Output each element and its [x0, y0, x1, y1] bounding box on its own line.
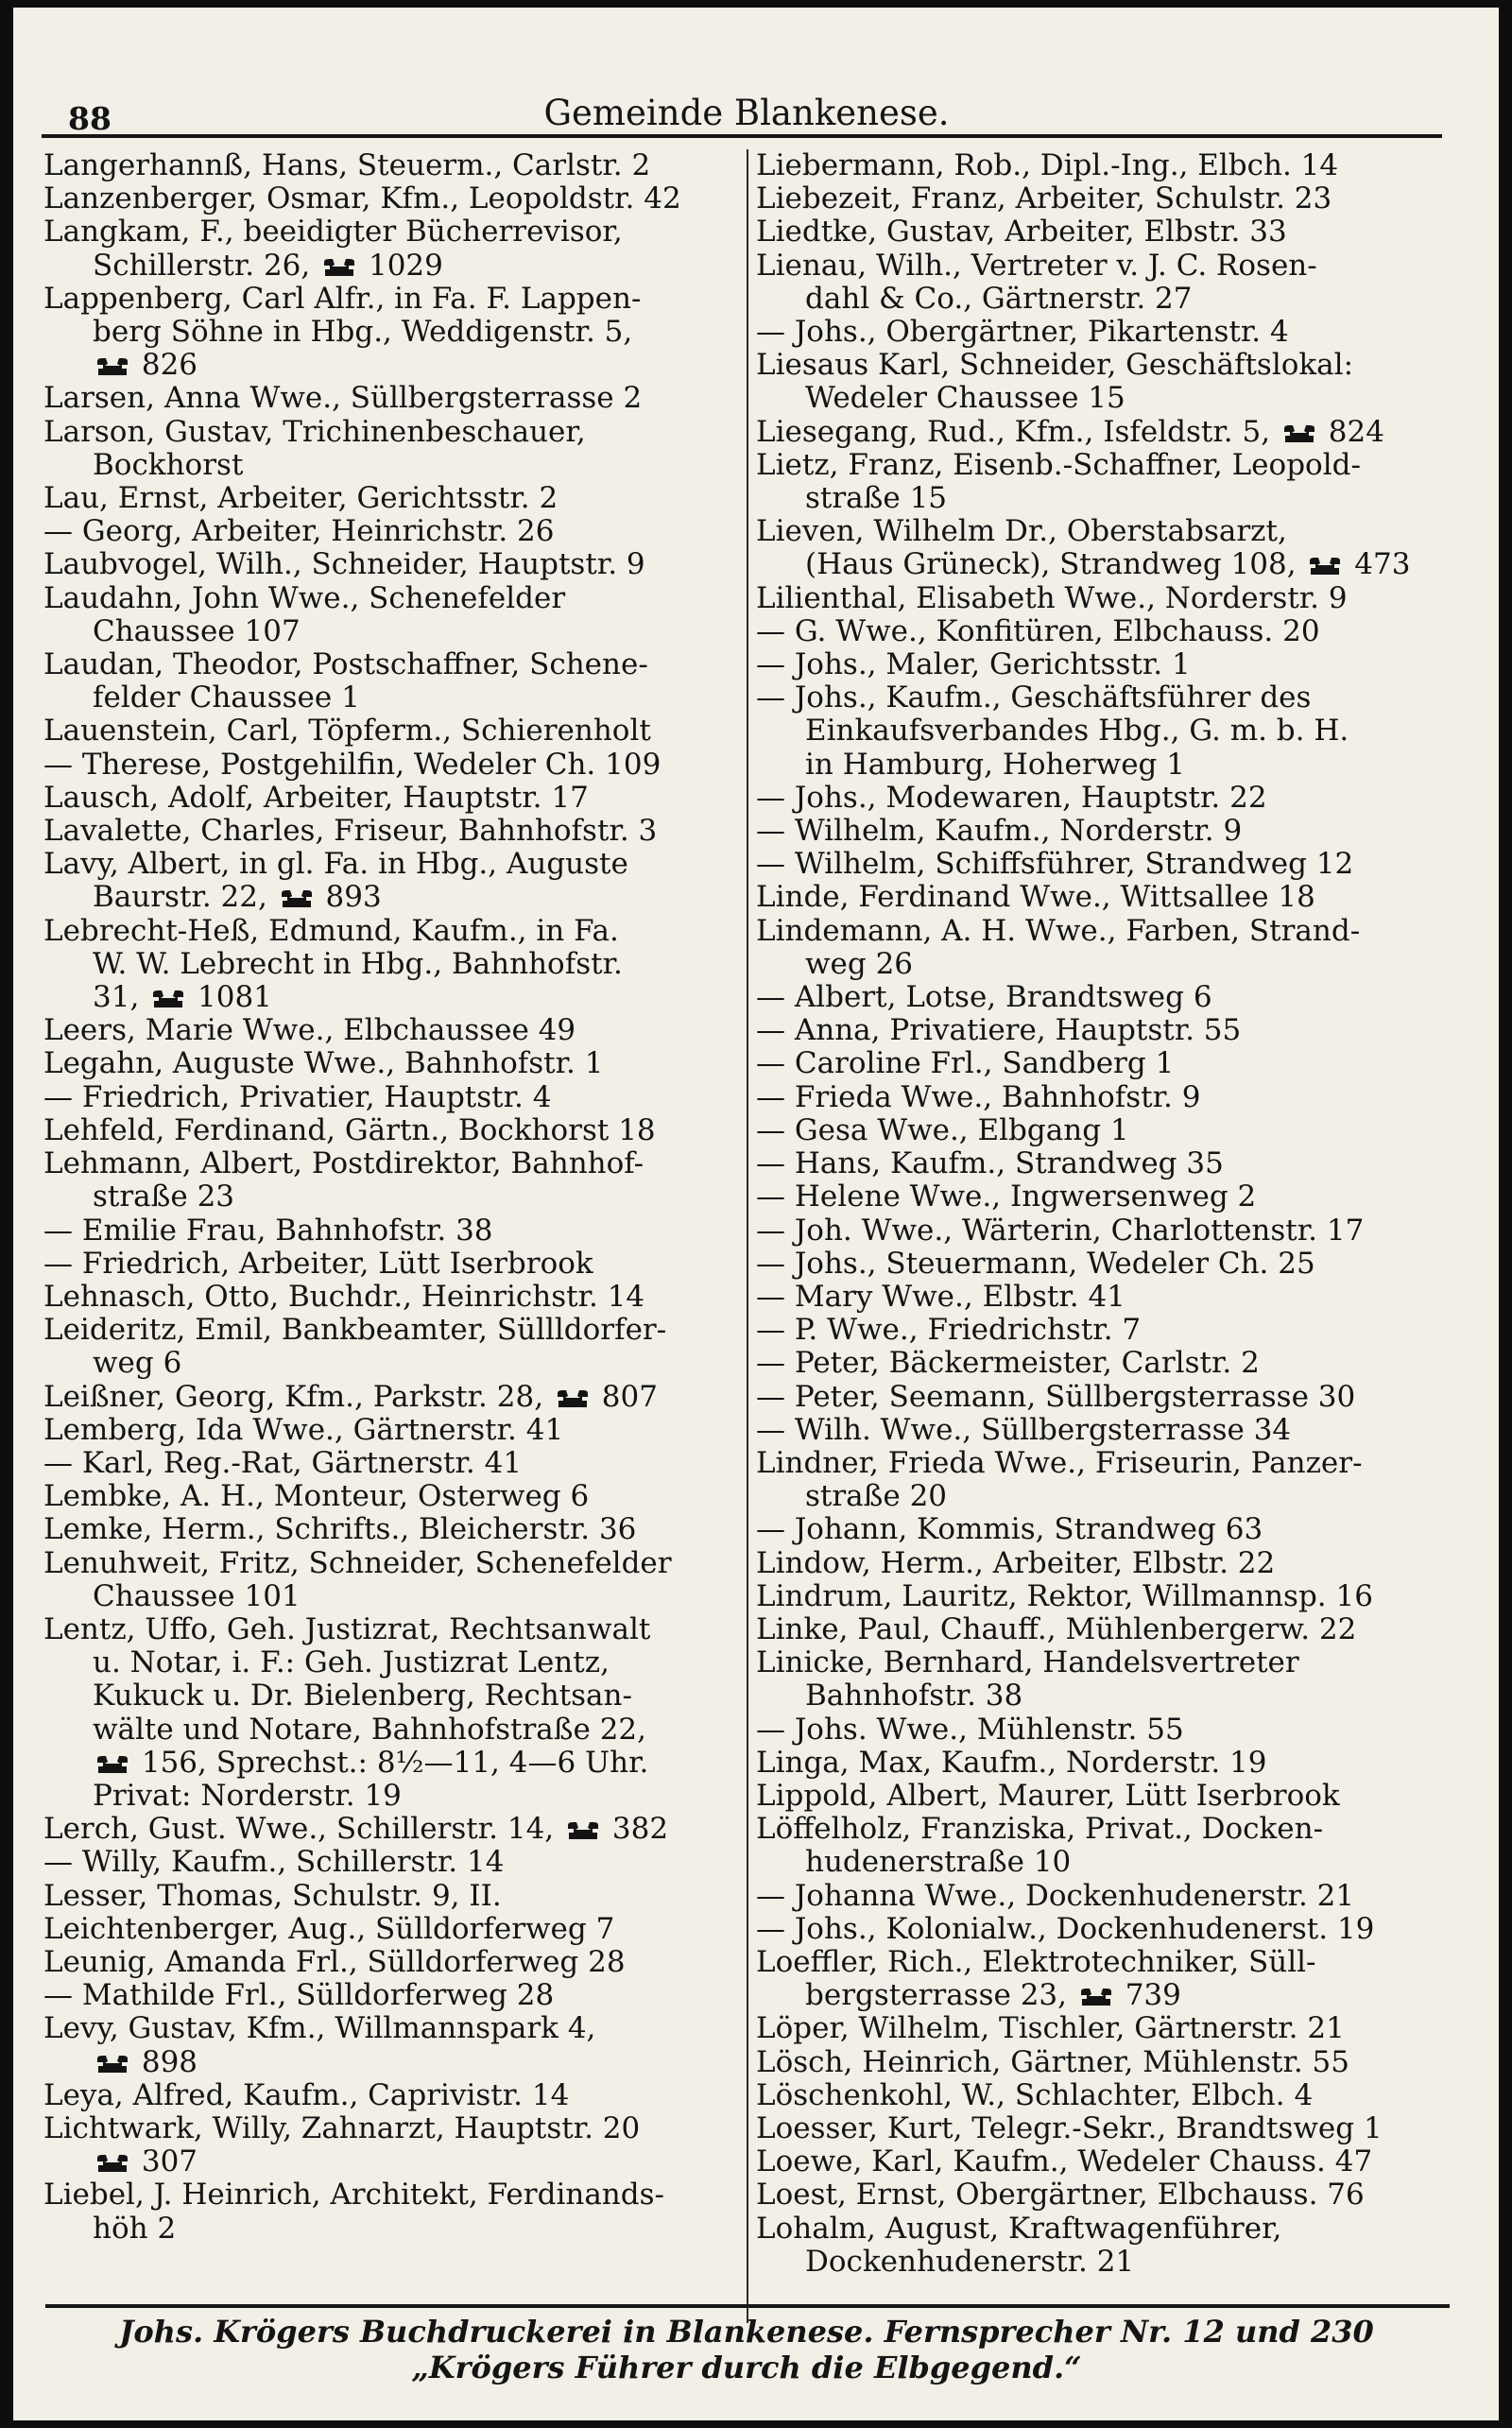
directory-entry: — Karl, Reg.-Rat, Gärtnerstr. 41: [43, 1445, 523, 1480]
directory-entry: Linde, Ferdinand Wwe., Wittsallee 18: [756, 880, 1315, 915]
directory-entry: — Johs., Obergärtner, Pikartenstr. 4: [756, 315, 1289, 350]
directory-entry: Lesser, Thomas, Schulstr. 9, II.: [43, 1878, 502, 1913]
directory-entry: Leunig, Amanda Frl., Sülldorferweg 28: [43, 1944, 626, 1979]
directory-entry: Lieven, Wilhelm Dr., Oberstabsarzt,: [756, 514, 1287, 549]
directory-entry: Lembke, A. H., Monteur, Osterweg 6: [43, 1479, 590, 1514]
directory-entry-continuation: hudenerstraße 10: [805, 1845, 1072, 1880]
directory-entry: — Joh. Wwe., Wärterin, Charlottenstr. 17: [756, 1213, 1365, 1248]
directory-entry: — Johs. Wwe., Mühlenstr. 55: [756, 1712, 1184, 1747]
directory-entry: Lehfeld, Ferdinand, Gärtn., Bockhorst 18: [43, 1112, 656, 1147]
directory-entry: Lindemann, A. H. Wwe., Farben, Strand-: [756, 913, 1361, 948]
directory-entry: Leichtenberger, Aug., Sülldorferweg 7: [43, 1911, 615, 1946]
directory-entry: — Johanna Wwe., Dockenhudenerstr. 21: [756, 1878, 1355, 1913]
directory-entry: — Johann, Kommis, Strandweg 63: [756, 1512, 1263, 1547]
directory-entry: Linke, Paul, Chauff., Mühlenbergerw. 22: [756, 1611, 1357, 1646]
directory-entry: Langerhannß, Hans, Steuerm., Carlstr. 2: [43, 148, 651, 182]
directory-entry: Legahn, Auguste Wwe., Bahnhofstr. 1: [43, 1046, 604, 1081]
directory-entry: Lilienthal, Elisabeth Wwe., Norderstr. 9: [756, 580, 1348, 615]
directory-entry: — Johs., Modewaren, Hauptstr. 22: [756, 780, 1267, 815]
directory-entry: Löschenkohl, W., Schlachter, Elbch. 4: [756, 2077, 1314, 2112]
directory-entry: — P. Wwe., Friedrichstr. 7: [756, 1313, 1142, 1348]
directory-entry: Langkam, F., beeidigter Bücherrevisor,: [43, 215, 623, 250]
directory-entry-continuation: Schillerstr. 26, 1029: [93, 248, 443, 283]
telephone-handset-icon: [152, 990, 184, 1008]
telephone-handset-icon: [1309, 557, 1341, 576]
directory-entry: — Anna, Privatiere, Hauptstr. 55: [756, 1013, 1242, 1048]
directory-entry: Leya, Alfred, Kaufm., Caprivistr. 14: [43, 2077, 570, 2112]
directory-entry: Larson, Gustav, Trichinenbeschauer,: [43, 414, 586, 449]
directory-entry: — Willy, Kaufm., Schillerstr. 14: [43, 1845, 505, 1880]
directory-entry: Laudahn, John Wwe., Schenefelder: [43, 580, 566, 615]
directory-entry: Loewe, Karl, Kaufm., Wedeler Chauss. 47: [756, 2144, 1373, 2179]
directory-entry: — Therese, Postgehilfin, Wedeler Ch. 109: [43, 747, 662, 782]
directory-entry-continuation: weg 6: [93, 1346, 182, 1381]
directory-entry: — G. Wwe., Konfitüren, Elbchauss. 20: [756, 613, 1320, 648]
footer-rule: [45, 2304, 1450, 2308]
directory-entry: Liebel, J. Heinrich, Architekt, Ferdinands-: [43, 2178, 664, 2213]
directory-entry: Leideritz, Emil, Bankbeamter, Süllldorfer-: [43, 1313, 667, 1348]
directory-entry: Lanzenberger, Osmar, Kfm., Leopoldstr. 42: [43, 181, 681, 216]
header-rule: [42, 134, 1442, 138]
directory-entry: Laudan, Theodor, Postschaffner, Schene-: [43, 647, 648, 682]
telephone-handset-icon: [96, 2154, 129, 2173]
directory-entry: — Mary Wwe., Elbstr. 41: [756, 1279, 1125, 1314]
directory-entry: Lenuhweit, Fritz, Schneider, Schenefelder: [43, 1545, 672, 1580]
directory-entry-continuation: straße 23: [93, 1180, 235, 1214]
directory-entry-continuation: straße 15: [805, 481, 948, 516]
directory-entry: Lauenstein, Carl, Töpferm., Schierenholt: [43, 714, 651, 749]
directory-entry: — Johs., Kolonialw., Dockenhudenerst. 19: [756, 1911, 1375, 1946]
directory-entry-continuation: Privat: Norderstr. 19: [93, 1778, 402, 1813]
telephone-handset-icon: [96, 357, 129, 376]
directory-entry-continuation: in Hamburg, Hoherweg 1: [805, 747, 1185, 782]
left-column: [43, 149, 771, 2246]
directory-entry-continuation: Bockhorst: [93, 447, 244, 482]
telephone-handset-icon: [281, 889, 313, 908]
directory-entry: — Gesa Wwe., Elbgang 1: [756, 1112, 1129, 1147]
directory-entry: — Johs., Kaufm., Geschäftsführer des: [756, 680, 1312, 715]
directory-entry-continuation: Kukuck u. Dr. Bielenberg, Rechtsan-: [93, 1679, 632, 1713]
directory-page: [13, 8, 1499, 2420]
directory-entry: — Mathilde Frl., Sülldorferweg 28: [43, 1978, 555, 2013]
directory-entry-continuation: dahl & Co., Gärtnerstr. 27: [805, 281, 1193, 316]
directory-entry: Lemke, Herm., Schrifts., Bleicherstr. 36: [43, 1512, 637, 1547]
directory-entry-continuation: höh 2: [93, 2211, 177, 2246]
telephone-handset-icon: [557, 1389, 589, 1408]
directory-entry-continuation: weg 26: [805, 946, 914, 981]
directory-entry: Lavy, Albert, in gl. Fa. in Hbg., Auguste: [43, 847, 628, 882]
directory-entry-continuation: 31, 1081: [93, 980, 272, 1015]
telephone-handset-icon: [323, 258, 355, 277]
directory-entry: Lavalette, Charles, Friseur, Bahnhofstr. 3: [43, 814, 658, 849]
directory-entry: Lappenberg, Carl Alfr., in Fa. F. Lappen-: [43, 281, 642, 316]
directory-entry: — Peter, Bäckermeister, Carlstr. 2: [756, 1346, 1260, 1381]
footer-printer-line: Johs. Krögers Buchdruckerei in Blankenese. Fernsprecher Nr. 12 und 230: [119, 2314, 1374, 2350]
directory-entry: — Georg, Arbeiter, Heinrichstr. 26: [43, 514, 555, 549]
column-divider: [747, 149, 748, 2323]
directory-entry: Leers, Marie Wwe., Elbchaussee 49: [43, 1013, 576, 1048]
telephone-handset-icon: [96, 2055, 129, 2074]
telephone-handset-icon: [567, 1821, 599, 1840]
directory-entry: — Johs., Maler, Gerichtsstr. 1: [756, 647, 1191, 682]
directory-entry-continuation: Dockenhudenerstr. 21: [805, 2244, 1135, 2279]
directory-entry: — Wilhelm, Kaufm., Norderstr. 9: [756, 814, 1243, 849]
directory-entry: Lentz, Uffo, Geh. Justizrat, Rechtsanwalt: [43, 1611, 651, 1646]
directory-entry: — Emilie Frau, Bahnhofstr. 38: [43, 1213, 493, 1248]
directory-entry: Lindrum, Lauritz, Rektor, Willmannsp. 16: [756, 1578, 1373, 1613]
directory-entry: Lausch, Adolf, Arbeiter, Hauptstr. 17: [43, 780, 589, 815]
directory-entry: — Helene Wwe., Ingwersenweg 2: [756, 1180, 1257, 1214]
directory-entry-continuation: straße 20: [805, 1479, 948, 1514]
directory-entry-continuation: Baurstr. 22, 893: [93, 880, 382, 915]
directory-entry: — Hans, Kaufm., Strandweg 35: [756, 1146, 1224, 1181]
directory-entry-continuation: 826: [43, 349, 771, 382]
directory-entry: Linicke, Bernhard, Handelsvertreter: [756, 1645, 1299, 1680]
directory-entry-continuation: 156, Sprechst.: 8½—11, 4—6 Uhr.: [43, 1747, 771, 1780]
directory-entry: Löper, Wilhelm, Tischler, Gärtnerstr. 21: [756, 2011, 1345, 2046]
directory-entry: Lösch, Heinrich, Gärtner, Mühlenstr. 55: [756, 2044, 1350, 2079]
directory-entry-continuation: Bahnhofstr. 38: [805, 1679, 1023, 1713]
directory-entry: Loesser, Kurt, Telegr.-Sekr., Brandtsweg 1: [756, 2110, 1383, 2145]
directory-entry: — Wilhelm, Schiffsführer, Strandweg 12: [756, 847, 1354, 882]
directory-entry-continuation: W. W. Lebrecht in Hbg., Bahnhofstr.: [93, 946, 623, 981]
directory-entry: — Peter, Seemann, Süllbergsterrasse 30: [756, 1379, 1356, 1414]
directory-entry-continuation: bergsterrasse 23, 739: [805, 1978, 1181, 2013]
directory-entry: — Friedrich, Arbeiter, Lütt Iserbrook: [43, 1246, 593, 1281]
directory-entry: Liedtke, Gustav, Arbeiter, Elbstr. 33: [756, 215, 1287, 250]
directory-entry: Lehnasch, Otto, Buchdr., Heinrichstr. 14: [43, 1279, 645, 1314]
directory-entry-continuation: felder Chaussee 1: [93, 680, 360, 715]
directory-entry: Liebermann, Rob., Dipl.-Ing., Elbch. 14: [756, 148, 1339, 182]
directory-entry: Lindow, Herm., Arbeiter, Elbstr. 22: [756, 1545, 1276, 1580]
directory-entry: Loeffler, Rich., Elektrotechniker, Süll-: [756, 1944, 1316, 1979]
directory-entry: Lohalm, August, Kraftwagenführer,: [756, 2211, 1282, 2246]
directory-entry: Lienau, Wilh., Vertreter v. J. C. Rosen-: [756, 248, 1317, 283]
telephone-handset-icon: [96, 1755, 129, 1774]
directory-entry: Lindner, Frieda Wwe., Friseurin, Panzer-: [756, 1445, 1363, 1480]
directory-entry: — Friedrich, Privatier, Hauptstr. 4: [43, 1079, 552, 1114]
directory-entry-continuation: Wedeler Chaussee 15: [805, 381, 1125, 416]
directory-entry: Liebezeit, Franz, Arbeiter, Schulstr. 23: [756, 181, 1332, 216]
directory-entry: — Wilh. Wwe., Süllbergsterrasse 34: [756, 1412, 1292, 1447]
directory-entry: Lemberg, Ida Wwe., Gärtnerstr. 41: [43, 1412, 564, 1447]
page-number: 88: [68, 100, 112, 137]
directory-entry: Lippold, Albert, Maurer, Lütt Iserbrook: [756, 1778, 1340, 1813]
directory-entry-continuation: berg Söhne in Hbg., Weddigenstr. 5,: [93, 315, 633, 350]
printer-footer: [51, 2314, 1442, 2385]
directory-entry: Levy, Gustav, Kfm., Willmannspark 4,: [43, 2011, 596, 2046]
directory-entry: Lehmann, Albert, Postdirektor, Bahnhof-: [43, 1146, 644, 1181]
directory-entry: — Albert, Lotse, Brandtsweg 6: [756, 980, 1212, 1015]
directory-entry: Leißner, Georg, Kfm., Parkstr. 28, 807: [43, 1379, 658, 1414]
directory-entry: — Frieda Wwe., Bahnhofstr. 9: [756, 1079, 1201, 1114]
directory-entry-continuation: Einkaufsverbandes Hbg., G. m. b. H.: [805, 714, 1349, 749]
footer-guide-title: „Krögers Führer durch die Elbgegend.“: [411, 2350, 1082, 2385]
directory-entry: Lebrecht-Heß, Edmund, Kaufm., in Fa.: [43, 913, 619, 948]
directory-entry: Larsen, Anna Wwe., Süllbergsterrasse 2: [43, 381, 643, 416]
directory-entry: Liesegang, Rud., Kfm., Isfeldstr. 5, 824: [756, 414, 1384, 449]
directory-entry-continuation: wälte und Notare, Bahnhofstraße 22,: [93, 1712, 646, 1747]
directory-entry-continuation: (Haus Grüneck), Strandweg 108, 473: [805, 547, 1411, 582]
directory-entry: Liesaus Karl, Schneider, Geschäftslokal:: [756, 348, 1354, 383]
directory-entry: Laubvogel, Wilh., Schneider, Hauptstr. 9: [43, 547, 645, 582]
running-title: Gemeinde Blankenese.: [543, 93, 950, 133]
directory-entry: Lerch, Gust. Wwe., Schillerstr. 14, 382: [43, 1812, 669, 1847]
directory-entry: Löffelholz, Franziska, Privat., Docken-: [756, 1812, 1324, 1847]
directory-entry: Loest, Ernst, Obergärtner, Elbchauss. 76: [756, 2178, 1365, 2213]
directory-entry-continuation: Chaussee 101: [93, 1578, 301, 1613]
directory-entry: Linga, Max, Kaufm., Norderstr. 19: [756, 1745, 1267, 1780]
directory-entry: — Caroline Frl., Sandberg 1: [756, 1046, 1175, 1081]
directory-entry-continuation: Chaussee 107: [93, 613, 301, 648]
directory-entry: — Johs., Steuermann, Wedeler Ch. 25: [756, 1246, 1315, 1281]
directory-entry-continuation: u. Notar, i. F.: Geh. Justizrat Lentz,: [93, 1645, 610, 1680]
directory-entry: Lietz, Franz, Eisenb.-Schaffner, Leopold-: [756, 447, 1361, 482]
telephone-handset-icon: [1080, 1988, 1112, 2006]
directory-entry-continuation: 307: [43, 2145, 771, 2178]
directory-entry: Lichtwark, Willy, Zahnarzt, Hauptstr. 20: [43, 2110, 641, 2145]
directory-entry: Lau, Ernst, Arbeiter, Gerichtsstr. 2: [43, 481, 558, 516]
directory-entry-continuation: 898: [43, 2046, 771, 2079]
right-column: [756, 149, 1476, 2279]
telephone-handset-icon: [1283, 424, 1315, 443]
